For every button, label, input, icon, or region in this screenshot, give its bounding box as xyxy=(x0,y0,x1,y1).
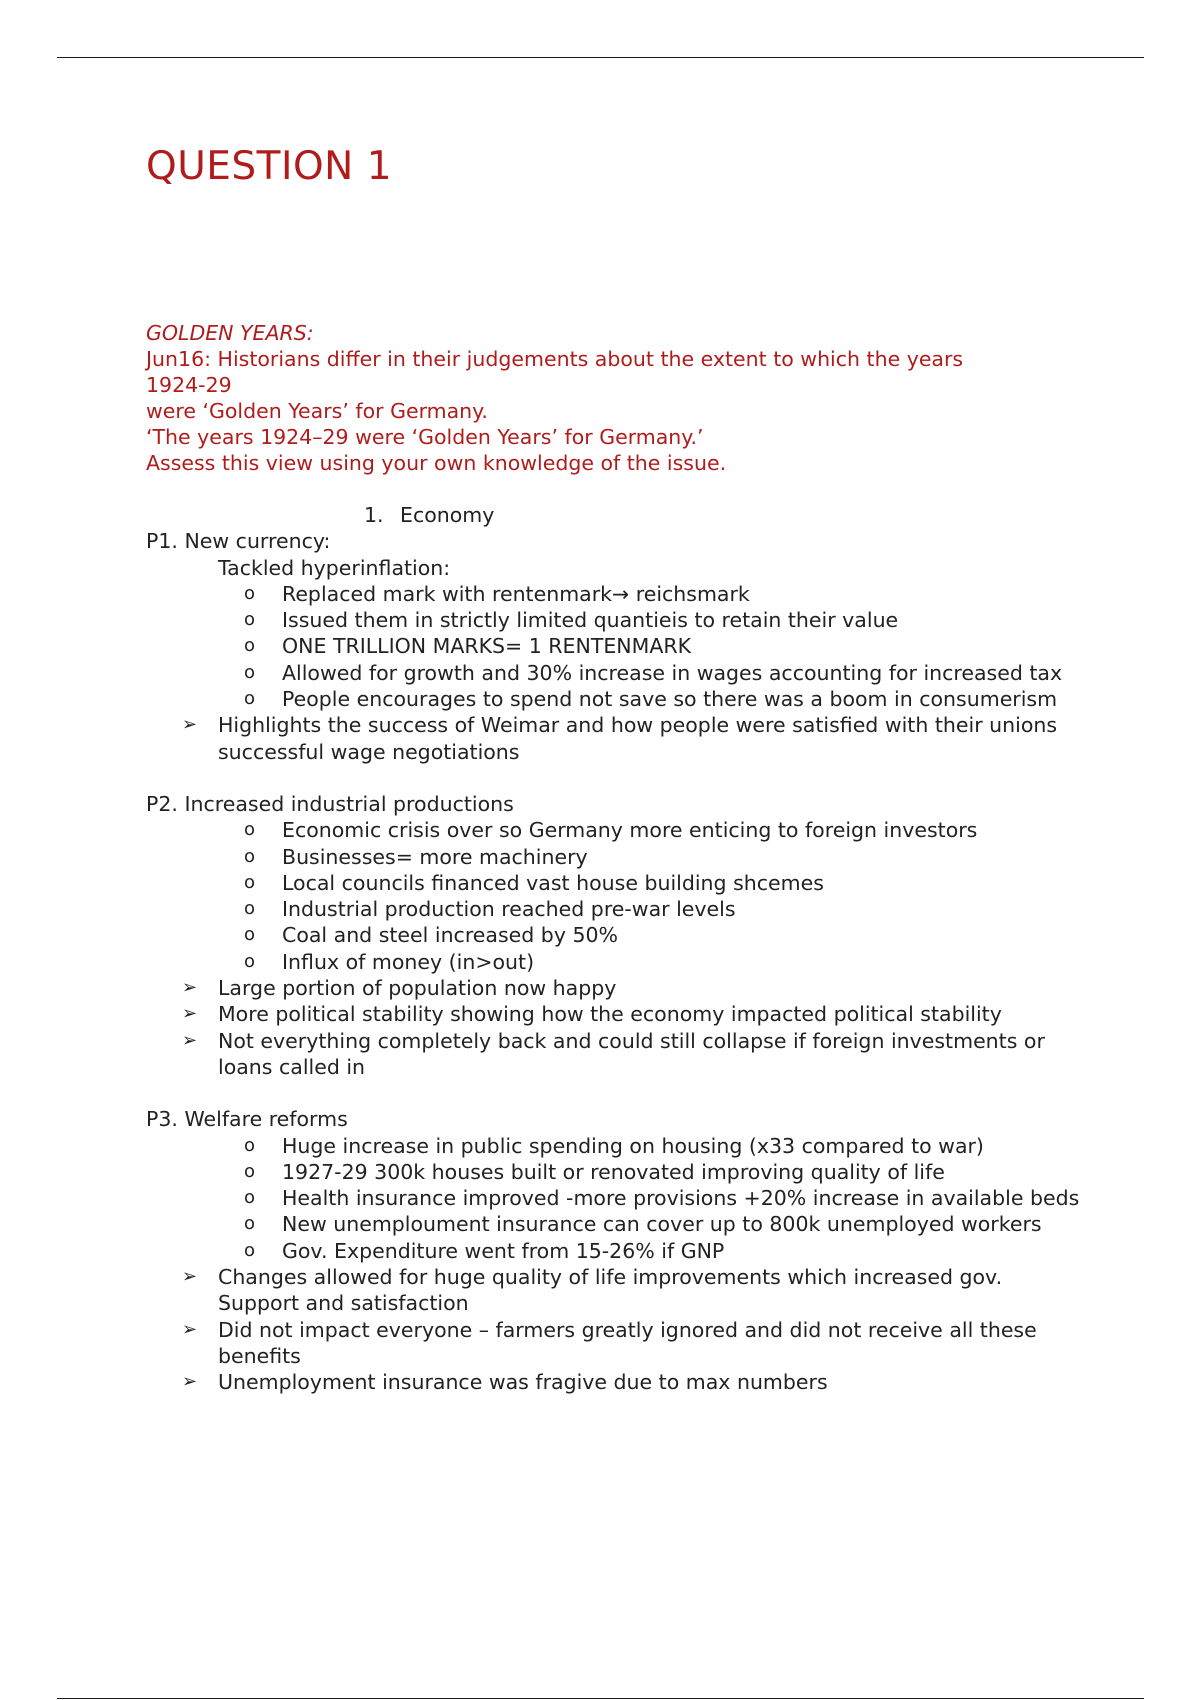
list-item: ➢ Changes allowed for huge quality of life improvements which increased gov. Support and satisfaction xyxy=(182,1265,1003,1316)
arrow-bullet-icon: ➢ xyxy=(182,977,198,999)
arrow-bullet-icon: ➢ xyxy=(182,1003,198,1025)
bullet-o-icon: o xyxy=(244,871,256,893)
question-line: Jun16: Historians differ in their judgements about the extent to which the years xyxy=(146,347,964,371)
list-item: ➢ Not everything completely back and could still collapse if foreign investments or loans called in xyxy=(182,1028,1045,1079)
section-heading xyxy=(146,502,1086,528)
list-item: ➢ Highlights the success of Weimar and how people were satisfied with their unions successful wage negotiations xyxy=(182,713,1058,764)
list-item: ➢ Large portion of population now happy xyxy=(182,976,617,1001)
p3-title: P3. Welfare reforms xyxy=(146,1107,348,1132)
bullet-o-icon: o xyxy=(244,1160,256,1182)
list-item: o Allowed for growth and 30% increase in wages accounting for increased tax xyxy=(244,660,1063,685)
p1-points xyxy=(146,581,1086,712)
bullet-o-icon: o xyxy=(244,950,256,972)
list-item: o Coal and steel increased by 50% xyxy=(244,923,619,948)
bullet-o-icon: o xyxy=(244,688,256,710)
list-item: o Gov. Expenditure went from 15-26% if GNP xyxy=(244,1238,725,1263)
notes-content xyxy=(146,502,1086,1396)
p1-analysis xyxy=(146,712,1086,765)
arrow-bullet-icon: ➢ xyxy=(182,1266,198,1288)
p3-points xyxy=(146,1133,1086,1264)
list-item: o Industrial production reached pre-war levels xyxy=(244,897,736,922)
p2-points xyxy=(146,817,1086,975)
question-line: 1924-29 xyxy=(146,373,232,397)
bullet-o-icon: o xyxy=(244,924,256,946)
question-heading: GOLDEN YEARS: xyxy=(146,321,314,345)
arrow-bullet-icon: ➢ xyxy=(182,1318,198,1340)
page-title: QUESTION 1 xyxy=(146,144,393,189)
list-item: o Businesses= more machinery xyxy=(244,844,588,869)
arrow-bullet-icon: ➢ xyxy=(182,714,198,736)
bullet-o-icon: o xyxy=(244,845,256,867)
list-item: o Economic crisis over so Germany more enticing to foreign investors xyxy=(244,818,978,843)
top-rule xyxy=(57,57,1144,58)
question-line: Assess this view using your own knowledge of the issue. xyxy=(146,451,727,475)
list-item: ➢ Unemployment insurance was fragive due to max numbers xyxy=(182,1370,828,1395)
question-block xyxy=(146,320,1066,476)
list-item: o Influx of money (in>out) xyxy=(244,949,535,974)
list-item: o Replaced mark with rentenmark→ reichsmark xyxy=(244,581,750,606)
list-item: o 1927-29 300k houses built or renovated improving quality of life xyxy=(244,1159,945,1184)
bullet-o-icon: o xyxy=(244,1213,256,1235)
list-item: ➢ Did not impact everyone – farmers greatly ignored and did not receive all these benefits xyxy=(182,1317,1037,1368)
p2-analysis xyxy=(146,975,1086,1080)
list-item: o Issued them in strictly limited quantieis to retain their value xyxy=(244,608,899,633)
arrow-bullet-icon: ➢ xyxy=(182,1371,198,1393)
bullet-o-icon: o xyxy=(244,582,256,604)
bullet-o-icon: o xyxy=(244,819,256,841)
list-item: o Huge increase in public spending on housing (x33 compared to war) xyxy=(244,1133,984,1158)
question-line: were ‘Golden Years’ for Germany. xyxy=(146,399,488,423)
bullet-o-icon: o xyxy=(244,1134,256,1156)
bullet-o-icon: o xyxy=(244,898,256,920)
list-item: o ONE TRILLION MARKS= 1 RENTENMARK xyxy=(244,634,692,659)
bullet-o-icon: o xyxy=(244,1239,256,1261)
list-item: o New unemploument insurance can cover up to 800k unemployed workers xyxy=(244,1212,1042,1237)
arrow-bullet-icon: ➢ xyxy=(182,1029,198,1051)
p1-subheading: Tackled hyperinflation: xyxy=(218,555,451,580)
bottom-rule xyxy=(57,1698,1144,1699)
question-line: ‘The years 1924–29 were ‘Golden Years’ for Germany.’ xyxy=(146,425,704,449)
list-item: o Local councils financed vast house building shcemes xyxy=(244,870,824,895)
list-item: o Health insurance improved -more provisions +20% increase in available beds xyxy=(244,1186,1080,1211)
bullet-o-icon: o xyxy=(244,635,256,657)
list-item: o People encourages to spend not save so there was a boom in consumerism xyxy=(244,687,1058,712)
section-label: Economy xyxy=(400,503,495,527)
bullet-o-icon: o xyxy=(244,609,256,631)
bullet-o-icon: o xyxy=(244,661,256,683)
list-item: ➢ More political stability showing how the economy impacted political stability xyxy=(182,1002,1002,1027)
p2-title: P2. Increased industrial productions xyxy=(146,791,514,816)
p3-analysis xyxy=(146,1264,1086,1395)
p1-title: P1. New currency: xyxy=(146,529,331,554)
bullet-o-icon: o xyxy=(244,1187,256,1209)
section-number: 1. xyxy=(364,503,384,527)
